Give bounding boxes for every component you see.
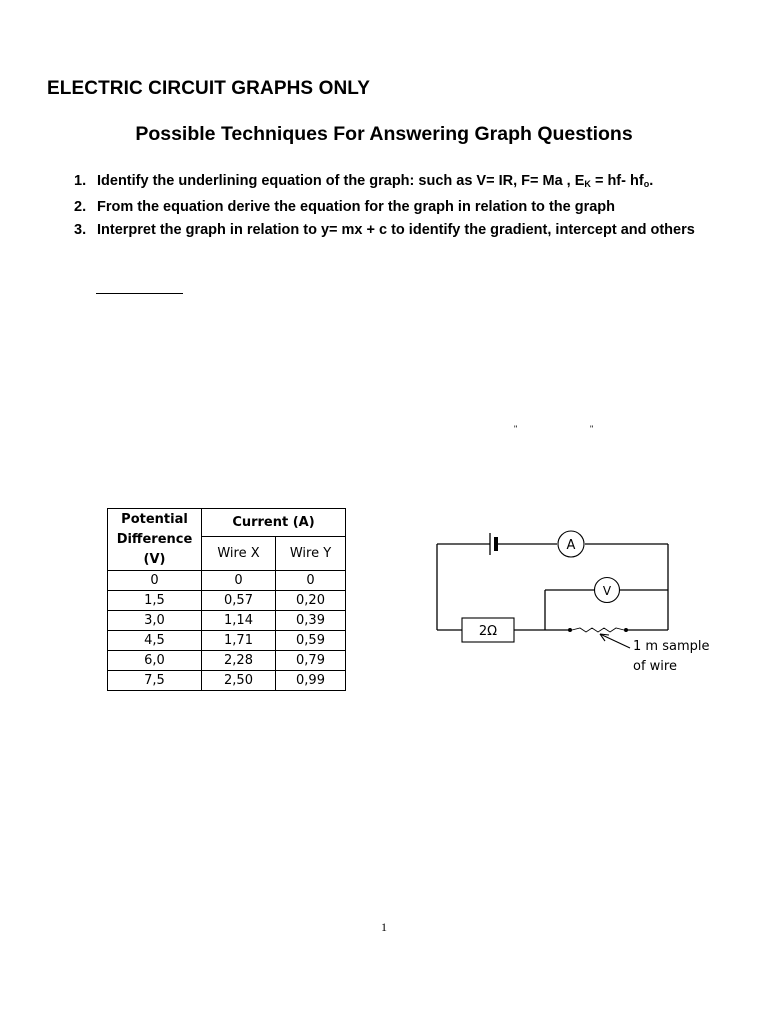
sample-label-line2: of wire xyxy=(633,659,677,674)
cell-wire-y: 0,20 xyxy=(276,591,346,611)
step-number: 1. xyxy=(74,173,87,189)
document-subheading: Possible Techniques For Answering Graph Questions xyxy=(135,123,633,145)
step-text: From the equation derive the equation for the graph in relation to the graph xyxy=(97,199,615,215)
cell-wire-y: 0 xyxy=(276,571,346,591)
technique-step-1 xyxy=(74,170,734,196)
header-potential-difference xyxy=(108,509,202,571)
cell-wire-x: 2,50 xyxy=(202,671,276,691)
wire-sample-icon xyxy=(568,628,628,632)
step-number: 3. xyxy=(74,222,87,238)
cell-wire-x: 1,71 xyxy=(202,631,276,651)
cell-wire-x: 2,28 xyxy=(202,651,276,671)
step-text-part: Identify the underlining equation of the graph: such as V= IR, F= Ma , E xyxy=(97,173,585,189)
voltmeter-icon xyxy=(595,578,620,603)
pointer-arrow-icon xyxy=(600,634,630,648)
header-line: Potential xyxy=(121,511,188,527)
cell-battery-icon xyxy=(490,533,496,555)
table-row xyxy=(108,571,346,591)
data-table xyxy=(107,508,346,691)
stray-quote-mark: " xyxy=(514,424,518,434)
header-line: (V) xyxy=(143,551,166,567)
table-row xyxy=(108,631,346,651)
stray-quote-mark: " xyxy=(590,424,594,434)
technique-step-2 xyxy=(74,196,734,219)
ammeter-icon xyxy=(558,531,584,557)
voltmeter-label: V xyxy=(602,584,612,598)
step-text-part: = hf- hf xyxy=(590,173,644,189)
table-row xyxy=(108,611,346,631)
step-number: 2. xyxy=(74,199,87,215)
header-line: Difference xyxy=(116,531,193,547)
page-number: 1 xyxy=(381,920,387,934)
resistor-icon xyxy=(462,618,514,642)
cell-pd: 7,5 xyxy=(108,671,202,691)
resistor-label: 2Ω xyxy=(478,624,498,639)
subscript-k: K xyxy=(584,179,591,189)
cell-wire-x: 0,57 xyxy=(202,591,276,611)
table-row xyxy=(108,591,346,611)
technique-step-3 xyxy=(74,219,734,242)
cell-pd: 6,0 xyxy=(108,651,202,671)
subscript-o: o xyxy=(643,179,650,189)
document-heading: ELECTRIC CIRCUIT GRAPHS ONLY xyxy=(47,78,371,99)
circuit-diagram xyxy=(430,520,730,680)
cell-wire-y: 0,59 xyxy=(276,631,346,651)
cell-pd: 3,0 xyxy=(108,611,202,631)
step-text xyxy=(97,170,734,196)
underline-rule xyxy=(96,293,183,294)
table-row xyxy=(108,651,346,671)
circuit-wires xyxy=(437,544,668,630)
header-wire-y: Wire Y xyxy=(276,537,346,571)
table-row xyxy=(108,671,346,691)
step-text-part: . xyxy=(649,173,654,189)
cell-wire-y: 0,79 xyxy=(276,651,346,671)
header-current: Current (A) xyxy=(202,509,346,537)
sample-label-line1: 1 m sample xyxy=(633,639,710,654)
cell-wire-y: 0,39 xyxy=(276,611,346,631)
ammeter-label: A xyxy=(566,538,576,553)
technique-list xyxy=(74,170,734,242)
cell-wire-y: 0,99 xyxy=(276,671,346,691)
cell-wire-x: 0 xyxy=(202,571,276,591)
header-wire-x: Wire X xyxy=(202,537,276,571)
cell-pd: 0 xyxy=(108,571,202,591)
cell-pd: 1,5 xyxy=(108,591,202,611)
cell-wire-x: 1,14 xyxy=(202,611,276,631)
cell-pd: 4,5 xyxy=(108,631,202,651)
step-text: Interpret the graph in relation to y= mx + c to identify the gradient, intercept and others xyxy=(97,222,695,238)
